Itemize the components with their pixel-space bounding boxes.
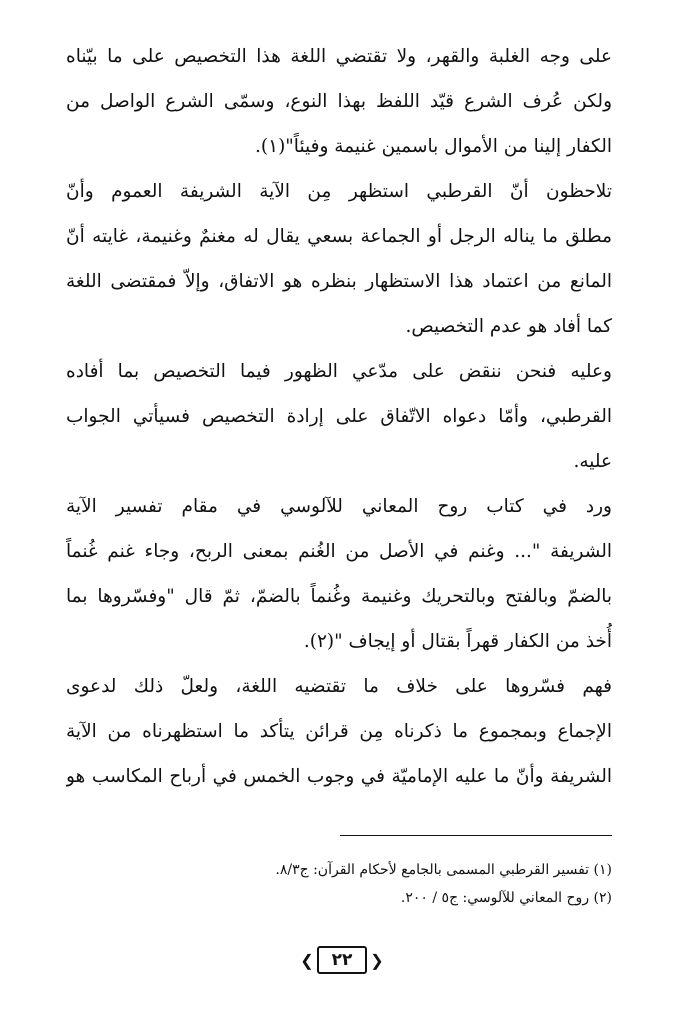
page-number-frame xyxy=(297,944,387,978)
footnote-2: (٢) روح المعاني للآلوسي: ج٥ / ٢٠٠. xyxy=(400,890,612,906)
text-line: تلاحظون أنّ القرطبي استظهر مِن الآية الشريفة العموم وأنّ xyxy=(66,181,612,202)
main-text xyxy=(66,34,612,799)
text-line: الإجماع وبمجموع ما ذكرناه مِن قرائن يتأكد ما استظهرناه من الآية xyxy=(66,721,612,742)
ornament-right-icon: ❯ xyxy=(370,951,384,970)
footnote-1: (١) تفسير القرطبي المسمى بالجامع لأحكام القرآن: ج٨/٣. xyxy=(275,862,612,878)
footnote-divider xyxy=(340,835,612,836)
text-line: على وجه الغلبة والقهر، ولا تقتضي اللغة هذا التخصيص على ما بيّناه xyxy=(66,46,612,67)
ornament-left-icon: ❮ xyxy=(300,951,314,970)
text-line: المانع من اعتماد هذا الاستظهار بنظره هو الاتفاق، وإلاّ فمقتضى اللغة xyxy=(66,271,612,292)
text-line: وعليه فنحن ننقض على مدّعي الظهور فيما التخصيص بما أفاده xyxy=(66,361,612,382)
text-line: الكفار إلينا من الأموال باسمين غنيمة وفيئاً"(١). xyxy=(255,136,612,157)
text-line: بالضمّ وبالفتح وبالتحريك وغنيمة وغُنماً بالضمّ، ثمّ قال "وفسّروها بما xyxy=(66,586,612,607)
text-line: عليه. xyxy=(573,451,612,472)
text-line: ورد في كتاب روح المعاني للآلوسي في مقام تفسير الآية xyxy=(66,496,612,517)
text-line: مطلق ما يناله الرجل أو الجماعة بسعي يقال له مغنمٌ وغنيمة، غايته أنّ xyxy=(66,226,612,247)
text-line: القرطبي، وأمّا دعواه الاتّفاق على إرادة التخصيص فسيأتي الجواب xyxy=(66,406,612,427)
text-line: ولكن عُرف الشرع قيّد اللفظ بهذا النوع، وسمّى الشرع الواصل من xyxy=(66,91,612,112)
text-line: كما أفاد هو عدم التخصيص. xyxy=(405,316,612,337)
text-line: أُخذ من الكفار قهراً بقتال أو إيجاف "(٢). xyxy=(303,631,612,652)
text-line: الشريفة "... وغنم في الأصل من الغُنم بمعنى الربح، وجاء غنم غُنماً xyxy=(66,541,612,562)
footnotes xyxy=(200,856,612,912)
page-number: ٢٢ xyxy=(317,946,367,974)
text-line: فهم فسّروها على خلاف ما تقتضيه اللغة، ولعلّ ذلك لدعوى xyxy=(66,676,612,697)
text-line: الشريفة وأنّ ما عليه الإماميّة في وجوب الخمس في أرباح المكاسب هو xyxy=(66,766,612,787)
